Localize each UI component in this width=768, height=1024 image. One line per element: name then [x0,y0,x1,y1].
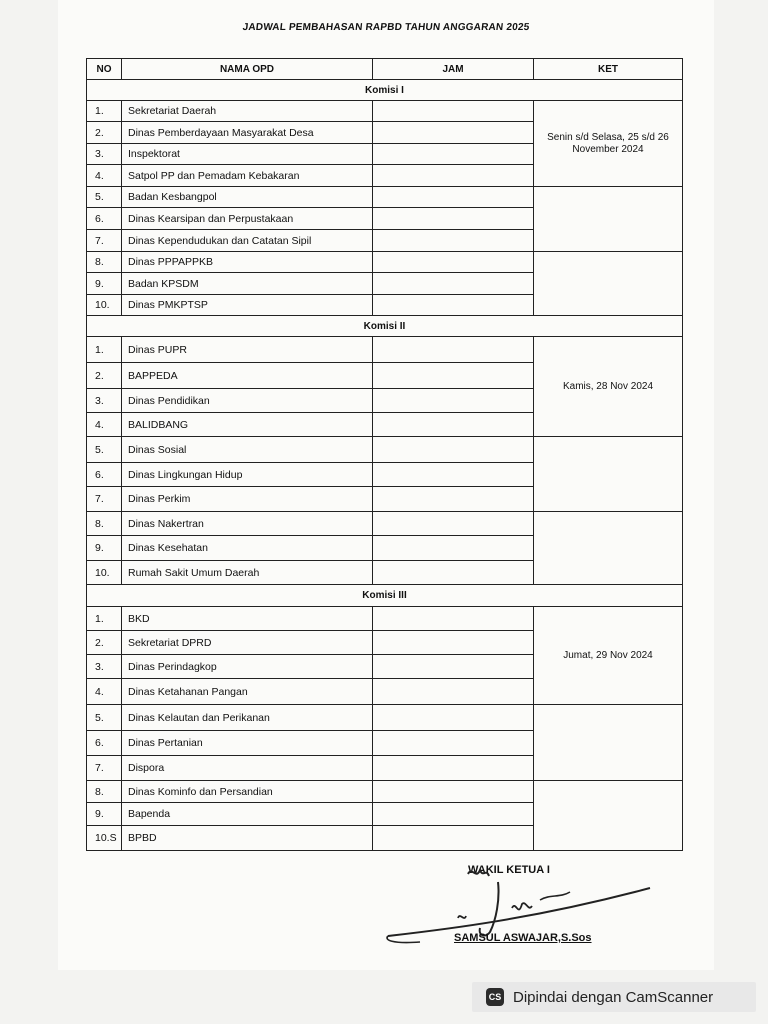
row-number: 4. [87,413,122,437]
table-row [87,252,683,273]
opd-name: Badan KPSDM [122,273,373,295]
schedule-note: Senin s/d Selasa, 25 s/d 26 November 2024 [534,101,683,187]
row-number: 1. [87,337,122,363]
opd-name: Sekretariat Daerah [122,101,373,122]
table-row [87,705,683,731]
signature-position: WAKIL KETUA I [468,864,550,876]
time-cell [373,273,534,295]
time-cell [373,165,534,187]
opd-name: Dinas Kesehatan [122,536,373,561]
camscanner-watermark [472,982,756,1012]
time-cell [373,731,534,756]
time-cell [373,607,534,631]
opd-name: Sekretariat DPRD [122,631,373,655]
opd-name: Dinas Pertanian [122,731,373,756]
document-title: JADWAL PEMBAHASAN RAPBD TAHUN ANGGARAN 2025 [242,22,530,33]
group-header-row [87,80,683,101]
time-cell [373,536,534,561]
time-cell [373,101,534,122]
opd-name: BAPPEDA [122,363,373,389]
row-number: 8. [87,781,122,803]
opd-name: Dinas Sosial [122,437,373,463]
row-number: 3. [87,655,122,679]
time-cell [373,679,534,705]
time-cell [373,295,534,316]
row-number: 4. [87,165,122,187]
opd-name: Dinas PUPR [122,337,373,363]
time-cell [373,631,534,655]
ket-empty-cell [534,252,683,316]
schedule-note: Kamis, 28 Nov 2024 [534,337,683,437]
time-cell [373,363,534,389]
schedule-note: Jumat, 29 Nov 2024 [534,607,683,705]
time-cell [373,803,534,826]
row-number: 5. [87,437,122,463]
group-header-row [87,585,683,607]
row-number: 7. [87,230,122,252]
opd-name: Dinas Pemberdayaan Masyarakat Desa [122,122,373,144]
opd-name: Dinas PMKPTSP [122,295,373,316]
column-header-nama-opd: NAMA OPD [122,59,373,80]
row-number: 9. [87,536,122,561]
row-number: 9. [87,803,122,826]
opd-name: Dinas Perkim [122,487,373,512]
opd-name: Dinas Perindagkop [122,655,373,679]
row-number: 3. [87,389,122,413]
camscanner-text: Dipindai dengan CamScanner [513,988,714,1006]
opd-name: Badan Kesbangpol [122,187,373,208]
table-header-row [87,59,683,80]
opd-name: BKD [122,607,373,631]
row-number: 2. [87,631,122,655]
group-header-row [87,316,683,337]
group-title: Komisi I [87,80,683,101]
time-cell [373,655,534,679]
opd-name: Rumah Sakit Umum Daerah [122,561,373,585]
time-cell [373,208,534,230]
table-row [87,512,683,536]
time-cell [373,252,534,273]
time-cell [373,389,534,413]
row-number: 6. [87,731,122,756]
group-title: Komisi II [87,316,683,337]
time-cell [373,781,534,803]
column-header-ket: KET [534,59,683,80]
time-cell [373,337,534,363]
time-cell [373,230,534,252]
time-cell [373,187,534,208]
opd-name: Dinas Lingkungan Hidup [122,463,373,487]
time-cell [373,122,534,144]
schedule-body [87,80,683,851]
opd-name: Bapenda [122,803,373,826]
row-number: 10.S [87,826,122,851]
opd-name: Dinas PPPAPPKB [122,252,373,273]
opd-name: BPBD [122,826,373,851]
row-number: 10. [87,561,122,585]
time-cell [373,144,534,165]
time-cell [373,437,534,463]
row-number: 7. [87,756,122,781]
ket-empty-cell [534,187,683,252]
row-number: 9. [87,273,122,295]
row-number: 6. [87,208,122,230]
ket-empty-cell [534,705,683,781]
row-number: 10. [87,295,122,316]
row-number: 1. [87,607,122,631]
row-number: 4. [87,679,122,705]
opd-name: Dinas Pendidikan [122,389,373,413]
column-header-jam: JAM [373,59,534,80]
opd-name: Dinas Ketahanan Pangan [122,679,373,705]
time-cell [373,756,534,781]
table-row [87,781,683,803]
time-cell [373,463,534,487]
time-cell [373,413,534,437]
opd-name: Satpol PP dan Pemadam Kebakaran [122,165,373,187]
time-cell [373,705,534,731]
row-number: 8. [87,512,122,536]
opd-name: Dinas Kependudukan dan Catatan Sipil [122,230,373,252]
opd-name: Dispora [122,756,373,781]
camscanner-icon: CS [486,988,504,1006]
row-number: 3. [87,144,122,165]
row-number: 2. [87,122,122,144]
opd-name: Dinas Kominfo dan Persandian [122,781,373,803]
time-cell [373,487,534,512]
row-number: 8. [87,252,122,273]
time-cell [373,561,534,585]
row-number: 2. [87,363,122,389]
signatory-name: SAMSUL ASWAJAR,S.Sos [454,932,592,944]
time-cell [373,512,534,536]
row-number: 1. [87,101,122,122]
ket-empty-cell [534,512,683,585]
schedule-table [86,58,683,851]
opd-name: BALIDBANG [122,413,373,437]
ket-empty-cell [534,437,683,512]
row-number: 7. [87,487,122,512]
opd-name: Inspektorat [122,144,373,165]
column-header-no: NO [87,59,122,80]
opd-name: Dinas Nakertran [122,512,373,536]
table-row [87,187,683,208]
row-number: 5. [87,705,122,731]
table-row [87,101,683,122]
table-row [87,437,683,463]
table-row [87,607,683,631]
row-number: 5. [87,187,122,208]
table-row [87,337,683,363]
time-cell [373,826,534,851]
group-title: Komisi III [87,585,683,607]
row-number: 6. [87,463,122,487]
ket-empty-cell [534,781,683,851]
opd-name: Dinas Kelautan dan Perikanan [122,705,373,731]
opd-name: Dinas Kearsipan dan Perpustakaan [122,208,373,230]
